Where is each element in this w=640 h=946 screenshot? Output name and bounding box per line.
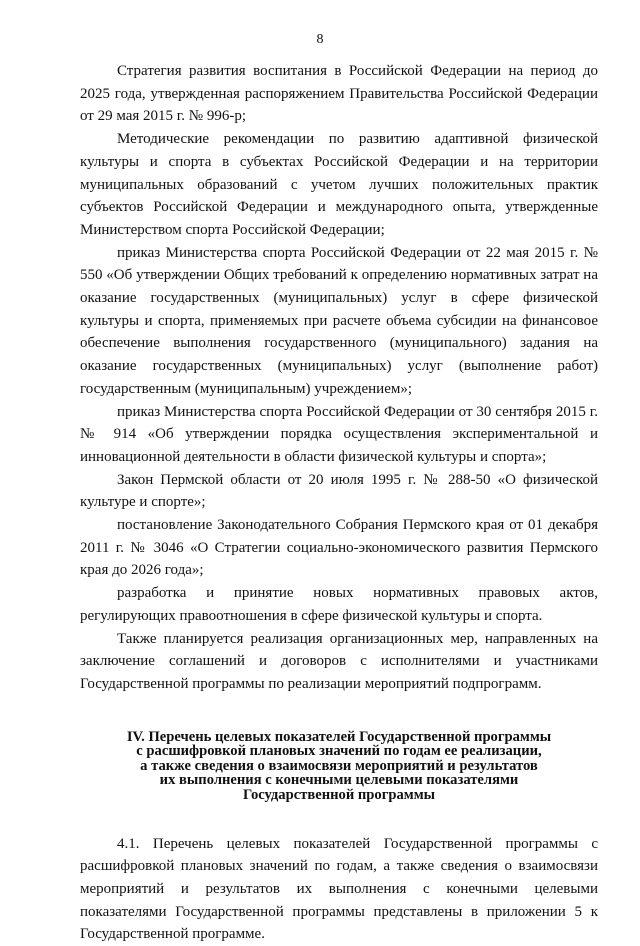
section-heading-line: их выполнения с конечными целевыми показателями (159, 772, 519, 789)
section-heading-line: Государственной программы (242, 787, 436, 804)
paragraph-organizational-measures: Также планируется реализация организационных мер, направленных на заключение соглашений и договоров с исполнителями и участниками Государственной программы по реализации мероприятий подпрограмм. (80, 630, 598, 692)
paragraph-perm-law: Закон Пермской области от 20 июля 1995 г. № 288-50 «О физической культуре и спорте»; (80, 471, 598, 511)
paragraph-new-acts: разработка и принятие новых нормативных правовых актов, регулирующих правоотношения в сфере физической культуры и спорта. (80, 585, 598, 624)
paragraph-methodical-recommendations: Методические рекомендации по развитию адаптивной физической культуры и спорта в субъектах Российской Федерации и на территории муниципальных образований с учетом лучших положительных практик субъектов Российской Федерации и международного опыта, утвержденные Министерством спорта Российской Федерации; (80, 131, 598, 238)
paragraph-strategy-upbringing: Стратегия развития воспитания в Российской Федерации на период до 2025 года, утвержденная распоряжением Правительства Российской Федерации от 29 мая 2015 г. № 996-р; (80, 63, 598, 125)
section-heading-line: а также сведения о взаимосвязи мероприятий и результатов (140, 757, 538, 774)
paragraph-4-1: 4.1. Перечень целевых показателей Государственной программы с расшифровкой плановых значений по годам, а также сведения о взаимосвязи мероприятий и результатов их выполнения с конечными целевыми показателями Государственной программы представлены в приложении 5 к Государственной программе. (80, 835, 598, 943)
paragraph-resolution-3046: постановление Законодательного Собрания Пермского края от 01 декабря 2011 г. № 3046 «О Стратегии социально-экономического развития Пермского края до 2026 года»; (80, 517, 598, 579)
paragraph-order-914: приказ Министерства спорта Российской Федерации от 30 сентября 2015 г. № 914 «Об утверждении порядка осуществления экспериментальной и инновационной деятельности в области физической культуры и спорта»; (80, 403, 598, 465)
section-heading (80, 730, 598, 803)
section-heading-line: с расшифровкой плановых значений по годам ее реализации, (136, 743, 542, 760)
paragraph-order-550: приказ Министерства спорта Российской Федерации от 22 мая 2015 г. № 550 «Об утверждении Общих требований к определению нормативных затрат на оказание государственных (муниципальных) услуг в сфере физической культуры и спорта, применяемых при расчете объема субсидии на финансовое обеспечение выполнения государственного (муниципального) задания на оказание государственных (муниципальных) услуг (выполнение работ) государственным (муниципальным) учреждением»; (80, 244, 598, 397)
page-number: 8 (316, 32, 324, 47)
document-body (80, 60, 598, 946)
section-heading-line: IV. Перечень целевых показателей Государственной программы (126, 728, 552, 745)
